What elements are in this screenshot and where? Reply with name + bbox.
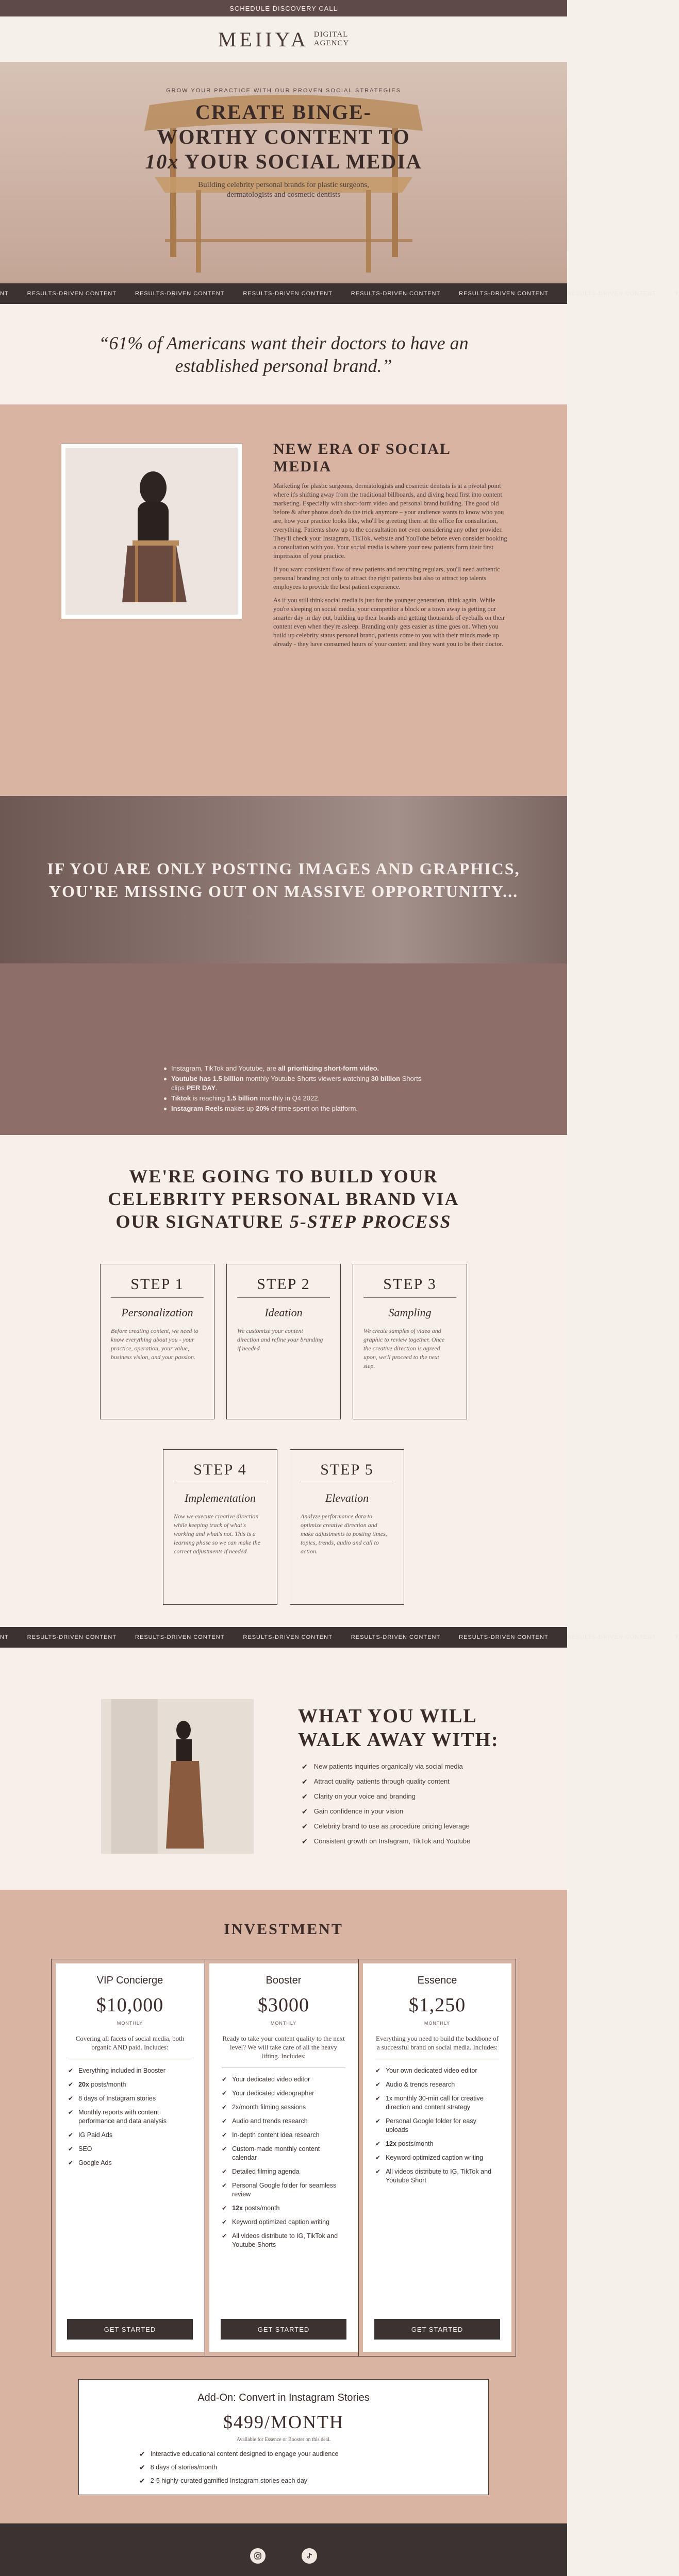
step-card-3 xyxy=(353,1264,467,1419)
plan-feature: ✔ SEO xyxy=(68,2145,92,2153)
benefits-list xyxy=(302,1762,470,1852)
check-icon: ✔ xyxy=(222,2205,227,2212)
check-icon: ✔ xyxy=(68,2159,74,2166)
check-icon: ✔ xyxy=(222,2076,227,2083)
plan-feature: ✔ IG Paid Ads xyxy=(68,2131,113,2139)
logo-sub-line1: DIGITAL xyxy=(313,30,349,39)
step-name: Elevation xyxy=(325,1492,369,1504)
check-icon: ✔ xyxy=(139,2463,145,2471)
plan-period: MONTHLY xyxy=(117,2021,143,2026)
plan-name: Booster xyxy=(266,1975,302,1986)
step-description: We create samples of video and graphic to review together. Once the creative direction is agreed upon, we'll proceed to the next step. xyxy=(363,1327,445,1369)
hero-title: CREATE BINGE- WORTHY CONTENT TO 10x YOUR SOCIAL MEDIA xyxy=(145,100,422,173)
check-icon: ✔ xyxy=(375,2067,381,2074)
plan-feature: ✔ Detailed filming agenda xyxy=(222,2168,300,2175)
get-started-button[interactable]: GET STARTED xyxy=(67,2319,193,2340)
plan-feature: ✔ 20x posts/month xyxy=(68,2081,126,2088)
plan-feature: ✔ Personal Google folder for seamless review xyxy=(222,2182,337,2198)
plan-period: MONTHLY xyxy=(424,2021,451,2026)
plan-features xyxy=(375,2066,499,2185)
plan-card-booster xyxy=(205,1959,362,2356)
site-header xyxy=(0,16,567,62)
plan-description: Covering all facets of social media, both organic AND paid. Includes: xyxy=(68,2034,192,2059)
walk-away-section xyxy=(0,1648,567,1890)
logo-sub-line2: AGENCY xyxy=(313,39,350,47)
plan-feature: ✔ Audio and trends research xyxy=(222,2117,308,2125)
plan-feature: ✔ 2x/month filming sessions xyxy=(222,2104,306,2111)
plan-feature: ✔ All videos distribute to IG, TikTok and Youtube Short xyxy=(375,2168,492,2184)
check-icon: ✔ xyxy=(222,2168,227,2175)
step-card-4 xyxy=(163,1449,277,1605)
ticker-item: RESULTS-DRIVEN CONTENT xyxy=(351,1634,441,1640)
step-name: Sampling xyxy=(388,1306,432,1319)
ticker-item: T xyxy=(674,1634,679,1640)
plan-card-vip xyxy=(52,1959,208,2356)
ticker-item: NT xyxy=(0,291,9,297)
benefit-item: ✔ Gain confidence in your vision xyxy=(302,1807,404,1816)
step-name: Ideation xyxy=(264,1306,303,1319)
plan-feature: ✔ 1x monthly 30-min call for creative direction and content strategy xyxy=(375,2095,484,2111)
plan-feature: ✔ Custom-made monthly content calendar xyxy=(222,2145,320,2161)
check-icon: ✔ xyxy=(375,2117,381,2125)
plan-features xyxy=(222,2075,345,2249)
step-number: STEP 3 xyxy=(363,1276,456,1298)
step-card-1 xyxy=(100,1264,214,1419)
plan-price: $3000 xyxy=(258,1994,309,2016)
check-icon: ✔ xyxy=(68,2131,74,2139)
check-icon: ✔ xyxy=(302,1762,308,1771)
plan-feature: ✔ Google Ads xyxy=(68,2159,112,2166)
check-icon: ✔ xyxy=(68,2081,74,2088)
plan-feature: ✔ Keyword optimized caption writing xyxy=(375,2154,484,2161)
plan-features xyxy=(68,2066,192,2167)
five-step-process-section xyxy=(0,1135,567,1627)
statistic-quote-section xyxy=(0,304,567,404)
check-icon: ✔ xyxy=(139,2450,145,2458)
step-description: Now we execute creative direction while keeping track of what's working and what's not. This is a learning phase so we can make the correct adjustments if needed. xyxy=(174,1513,260,1555)
ticker-item: RESULTS-DRIVEN CONTENT xyxy=(351,291,441,297)
check-icon: ✔ xyxy=(375,2154,381,2161)
step-number: STEP 5 xyxy=(301,1461,393,1483)
plan-feature: ✔ In-depth content idea research xyxy=(222,2131,320,2139)
hero-section xyxy=(0,62,567,283)
video-stats-list xyxy=(164,1064,432,1114)
check-icon: ✔ xyxy=(375,2095,381,2102)
plan-card-essence xyxy=(359,1959,516,2356)
plan-feature: ✔ Your dedicated videographer xyxy=(222,2090,314,2097)
check-icon: ✔ xyxy=(68,2067,74,2074)
ticker-item: T xyxy=(674,291,679,297)
check-icon: ✔ xyxy=(302,1807,308,1816)
plan-price: $10,000 xyxy=(96,1994,164,2016)
plan-period: MONTHLY xyxy=(270,2021,297,2026)
logo-subtitle xyxy=(314,30,350,48)
ticker-item: RESULTS-DRIVEN CONTENT xyxy=(135,291,225,297)
check-icon: ✔ xyxy=(222,2232,227,2240)
ticker-item: RESULTS-DRIVEN CONTENT xyxy=(567,291,656,297)
missing-opportunity-banner xyxy=(0,796,567,963)
addon-feature: ✔ 8 days of stories/month xyxy=(139,2463,217,2471)
results-ticker xyxy=(0,283,679,304)
process-title: WE'RE GOING TO BUILD YOUR CELEBRITY PERSONAL BRAND VIA OUR SIGNATURE 5-STEP PROCESS xyxy=(108,1166,459,1232)
new-era-paragraph: As if you still think social media is just for the younger generation, think again. While you're sleeping on social media, your competitor a block or a town away is getting our smarter day in day out, building up their brands and getting thousands of eyeballs on their content even when they're asleep. Branding only gets easier as time goes on. When you build up celebrity status personal brand, patients come to you with their minds made up already - they have consumed hours of your content and they want you to be their doctor. xyxy=(273,597,505,648)
plan-description: Ready to take your content quality to the next level? We will take care of all the heavy lifting. Includes: xyxy=(222,2034,345,2068)
ticker-item: RESULTS-DRIVEN CONTENT xyxy=(567,1634,656,1640)
doctor-portrait-photo xyxy=(61,443,242,619)
new-era-section xyxy=(0,404,567,796)
check-icon: ✔ xyxy=(222,2131,227,2139)
check-icon: ✔ xyxy=(68,2109,74,2116)
check-icon: ✔ xyxy=(375,2140,381,2147)
plan-description: Everything you need to build the backbone of a successful brand on social media. Includes: xyxy=(375,2034,499,2059)
hero-eyebrow: GROW YOUR PRACTICE WITH OUR PROVEN SOCIAL STRATEGIES xyxy=(166,88,401,94)
get-started-button[interactable]: GET STARTED xyxy=(221,2319,346,2340)
check-icon: ✔ xyxy=(222,2117,227,2125)
check-icon: ✔ xyxy=(222,2090,227,2097)
ticker-item: RESULTS-DRIVEN CONTENT xyxy=(459,291,549,297)
plan-name: VIP Concierge xyxy=(96,1975,163,1986)
step-description: We customize your content direction and refine your branding if needed. xyxy=(237,1327,323,1352)
step-description: Before creating content, we need to know everything about you - your practice, operation, your value, business vision, and your passion. xyxy=(111,1327,198,1361)
check-icon: ✔ xyxy=(302,1822,308,1831)
addon-card xyxy=(78,2379,489,2495)
stat-item: Instagram, TikTok and Youtube, are all prioritizing short-form video. xyxy=(164,1064,432,1073)
step-number: STEP 4 xyxy=(174,1461,267,1483)
investment-section xyxy=(0,1890,567,2523)
plan-feature: ✔ 12x posts/month xyxy=(222,2205,280,2212)
step-card-5 xyxy=(290,1449,404,1605)
benefit-item: ✔ Clarity on your voice and branding xyxy=(302,1792,416,1801)
plan-feature: ✔ Monthly reports with content performance and data analysis xyxy=(68,2109,167,2125)
step-description: Analyze performance data to optimize creative direction and make adjustments to posting times, topics, trends, audio and call to action. xyxy=(301,1513,387,1555)
benefit-item: ✔ Celebrity brand to use as procedure pricing leverage xyxy=(302,1822,470,1831)
check-icon: ✔ xyxy=(139,2477,145,2485)
ticker-item: RESULTS-DRIVEN CONTENT xyxy=(27,1634,117,1640)
benefit-item: ✔ Attract quality patients through quality content xyxy=(302,1777,450,1786)
plan-feature: ✔ Everything included in Booster xyxy=(68,2067,165,2074)
addon-feature: ✔ 2-5 highly-curated gamified Instagram stories each day xyxy=(139,2477,308,2485)
plan-feature: ✔ All videos distribute to IG, TikTok and Youtube Shorts xyxy=(222,2232,338,2248)
stat-item: Instagram Reels makes up 20% of time spent on the platform. xyxy=(164,1104,432,1113)
plan-feature: ✔ Personal Google folder for easy uploads xyxy=(375,2117,476,2133)
site-footer xyxy=(0,2523,567,2576)
step-name: Implementation xyxy=(184,1492,256,1504)
check-icon: ✔ xyxy=(375,2168,381,2175)
stat-item: Tiktok is reaching 1.5 billion monthly in Q4 2022. xyxy=(164,1094,432,1103)
benefit-item: ✔ New patients inquiries organically via social media xyxy=(302,1762,463,1771)
ticker-item: RESULTS-DRIVEN CONTENT xyxy=(243,291,333,297)
schedule-call-link[interactable]: SCHEDULE DISCOVERY CALL xyxy=(229,4,338,12)
ticker-item: RESULTS-DRIVEN CONTENT xyxy=(459,1634,549,1640)
plan-feature: ✔ Your own dedicated video editor xyxy=(375,2067,477,2074)
walk-away-photo xyxy=(101,1699,254,1854)
benefit-item: ✔ Consistent growth on Instagram, TikTok and Youtube xyxy=(302,1837,471,1845)
results-ticker xyxy=(0,1627,679,1648)
hero-title-emphasis: 10x xyxy=(145,150,179,173)
ticker-item: NT xyxy=(0,1634,9,1640)
ticker-item: RESULTS-DRIVEN CONTENT xyxy=(135,1634,225,1640)
plan-price: $1,250 xyxy=(408,1994,466,2016)
check-icon: ✔ xyxy=(375,2081,381,2088)
addon-feature: ✔ Interactive educational content designed to engage your audience xyxy=(139,2450,339,2458)
step-card-2 xyxy=(226,1264,341,1419)
check-icon: ✔ xyxy=(222,2182,227,2189)
hero-subtitle: Building celebrity personal brands for plastic surgeons, dermatologists and cosmetic dentists xyxy=(198,181,369,199)
get-started-button[interactable]: GET STARTED xyxy=(374,2319,500,2340)
plan-feature: ✔ 8 days of Instagram stories xyxy=(68,2095,156,2102)
step-name: Personalization xyxy=(121,1306,193,1319)
ticker-item: RESULTS-DRIVEN CONTENT xyxy=(27,291,117,297)
check-icon: ✔ xyxy=(68,2095,74,2102)
video-stats-section xyxy=(0,963,567,1135)
addon-availability: Available for Essence or Booster on this deal. xyxy=(236,2437,331,2443)
check-icon: ✔ xyxy=(222,2145,227,2153)
investment-title: INVESTMENT xyxy=(224,1921,343,1938)
check-icon: ✔ xyxy=(222,2104,227,2111)
plan-feature: ✔ Your dedicated video editor xyxy=(222,2076,310,2083)
instagram-icon[interactable] xyxy=(250,2548,266,2564)
check-icon: ✔ xyxy=(302,1837,308,1845)
check-icon: ✔ xyxy=(222,2218,227,2226)
logo-wordmark[interactable]: MEIIYA xyxy=(218,27,309,51)
plan-feature: ✔ Keyword optimized caption writing xyxy=(222,2218,330,2226)
stat-item: Youtube has 1.5 billion monthly Youtube Shorts viewers watching 30 billion Shorts clips PER DAY. xyxy=(164,1074,432,1093)
tiktok-icon[interactable] xyxy=(302,2548,317,2564)
step-number: STEP 1 xyxy=(111,1276,204,1298)
check-icon: ✔ xyxy=(302,1792,308,1801)
addon-features xyxy=(139,2450,428,2485)
step-number: STEP 2 xyxy=(237,1276,330,1298)
new-era-title: NEW ERA OF SOCIAL MEDIA xyxy=(273,440,451,475)
new-era-paragraph: If you want consistent flow of new patients and returning regulars, you'll need authentic personal branding not only to attract the right patients but also to attract top talents employees to provide the best patient experience. xyxy=(273,566,500,590)
check-icon: ✔ xyxy=(302,1777,308,1786)
missing-opportunity-title: IF YOU ARE ONLY POSTING IMAGES AND GRAPHICS, YOU'RE MISSING OUT ON MASSIVE OPPORTUNITY... xyxy=(47,859,520,901)
plan-feature: ✔ Audio & trends research xyxy=(375,2081,455,2088)
walk-away-title: WHAT YOU WILL WALK AWAY WITH: xyxy=(298,1705,499,1751)
plan-feature: ✔ 12x posts/month xyxy=(375,2140,434,2147)
plan-name: Essence xyxy=(417,1975,457,1986)
ticker-item: RESULTS-DRIVEN CONTENT xyxy=(243,1634,333,1640)
check-icon: ✔ xyxy=(68,2145,74,2153)
addon-title: Add-On: Convert in Instagram Stories xyxy=(197,2392,370,2403)
addon-price: $499/MONTH xyxy=(223,2412,344,2432)
top-announcement-bar[interactable] xyxy=(0,0,567,16)
new-era-paragraph: Marketing for plastic surgeons, dermatologists and cosmetic dentists is at a pivotal point where it's shifting away from the traditional billboards, and diving head first into content marketing. Especially with short-form video and personal brand building. The good old before & after photos don't do the trick anymore – your audience wants to know who you are, how your practice looks like, who'll be greeting them at the office for consultation, everything. Patients show up to the consultation not even considering any other provider. They'll check your Instagram, TikTok, website and YouTube before even consider booking a consultation with you. Your social media is where your new patients form their first impression of your practice. xyxy=(273,482,507,560)
statistic-quote: “61% of Americans want their doctors to have an established personal brand.” xyxy=(98,332,469,376)
